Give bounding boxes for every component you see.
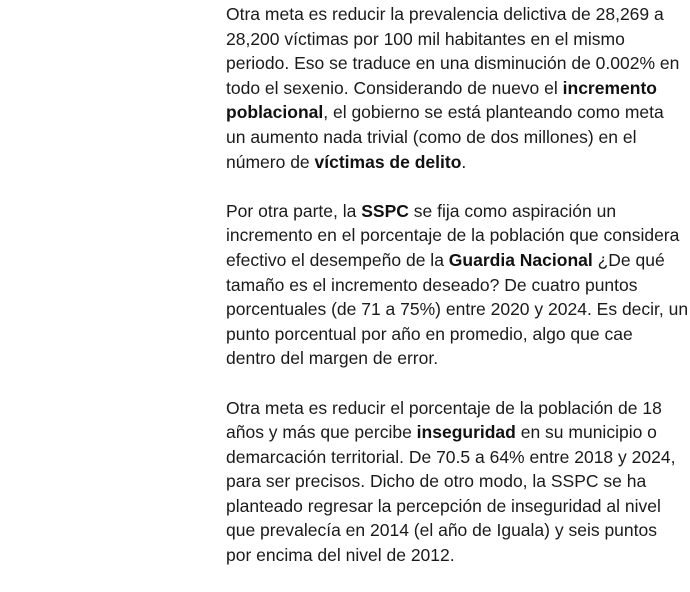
paragraph-line <box>226 76 676 101</box>
bold-phrase: Guardia Nacional <box>448 249 593 270</box>
article-paragraph <box>226 396 676 568</box>
text-run: Otra meta es reducir el porcentaje de la población de 18 <box>226 397 662 418</box>
text-run: para ser precisos. Dicho de otro modo, la SSPC se ha <box>226 471 647 492</box>
bold-phrase: víctimas de delito <box>314 151 462 172</box>
text-run: en su municipio o <box>515 422 657 443</box>
paragraph-line <box>226 125 676 150</box>
paragraph-line <box>226 297 689 322</box>
text-run: planteado regresar la percepción de inseguridad al nivel <box>226 495 661 516</box>
paragraph-line <box>226 518 676 543</box>
paragraph-line <box>226 2 676 27</box>
text-run: , el gobierno se está planteando como meta <box>323 102 664 123</box>
bold-phrase: poblacional <box>226 102 324 123</box>
bold-phrase: SSPC <box>361 200 409 221</box>
text-run: se fija como aspiración un <box>408 200 617 221</box>
text-run: efectivo el desempeño de la <box>226 249 449 270</box>
paragraph-line <box>226 273 676 298</box>
text-run: Por otra parte, la <box>226 200 362 221</box>
text-run: porcentuales (de 71 a 75%) entre 2020 y 2024. Es decir, un <box>226 299 689 320</box>
text-run: por encima del nivel de 2012. <box>226 545 455 566</box>
paragraph-line <box>226 100 676 125</box>
paragraph-line <box>226 248 676 273</box>
text-run: que prevalecía en 2014 (el año de Iguala) y seis puntos <box>226 520 657 541</box>
bold-phrase: incremento <box>562 77 657 98</box>
text-run: dentro del margen de error. <box>226 348 439 369</box>
text-run: número de <box>226 151 315 172</box>
bold-phrase: inseguridad <box>416 422 516 443</box>
paragraph-line <box>226 150 676 175</box>
text-run: periodo. Eso se traduce en una disminución de 0.002% en <box>226 53 680 74</box>
article-paragraph <box>226 199 689 371</box>
text-run: todo el sexenio. Considerando de nuevo el <box>226 77 563 98</box>
text-run: incremento en el porcentaje de la población que considera <box>226 225 680 246</box>
paragraph-line <box>226 51 680 76</box>
article-paragraph <box>226 2 680 174</box>
paragraph-line <box>226 199 676 224</box>
text-run: punto porcentual por año en promedio, algo que cae <box>226 323 633 344</box>
text-run: tamaño es el incremento deseado? De cuatro puntos <box>226 274 638 295</box>
paragraph-line <box>226 27 676 52</box>
paragraph-line <box>226 346 676 371</box>
paragraph-line <box>226 223 680 248</box>
paragraph-line <box>226 469 676 494</box>
paragraph-line <box>226 396 676 421</box>
text-run: 28,200 víctimas por 100 mil habitantes en el mismo <box>226 28 625 49</box>
paragraph-line <box>226 420 676 445</box>
text-run: demarcación territorial. De 70.5 a 64% entre 2018 y 2024, <box>226 446 676 467</box>
article-body <box>226 2 689 592</box>
text-run: ¿De qué <box>592 249 665 270</box>
text-run: años y más que percibe <box>226 422 417 443</box>
paragraph-line <box>226 494 676 519</box>
text-run: un aumento nada trivial (como de dos millones) en el <box>226 126 637 147</box>
paragraph-line <box>226 543 676 568</box>
paragraph-line <box>226 322 676 347</box>
text-run: Otra meta es reducir la prevalencia delictiva de 28,269 a <box>226 4 664 24</box>
paragraph-line <box>226 445 676 470</box>
text-run: . <box>461 151 467 172</box>
